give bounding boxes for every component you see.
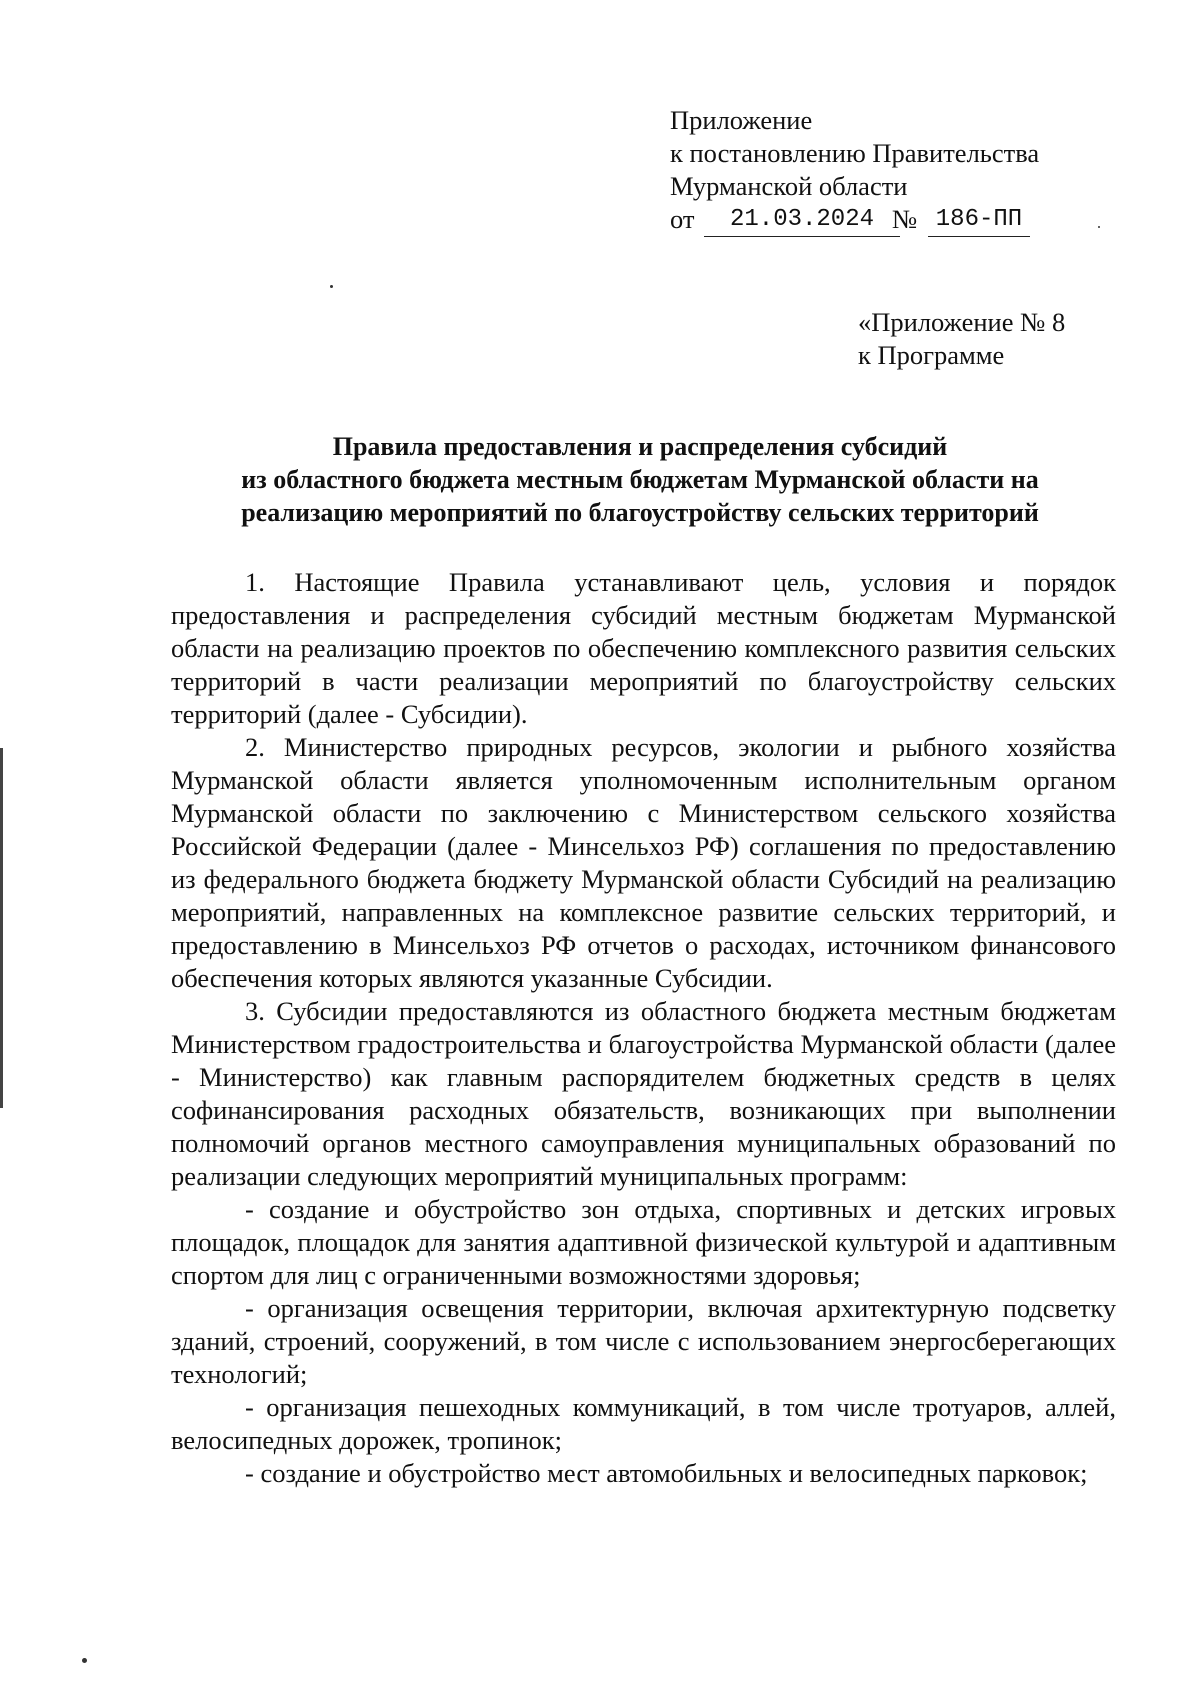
document-body	[171, 566, 1116, 1490]
list-item: - организация освещения территории, включая архитектурную подсветку зданий, строений, сооружений, в том числе с использованием энергосберегающих технологий;	[171, 1293, 1116, 1389]
header-line-2: к постановлению Правительства	[670, 138, 1040, 168]
paragraph-3: 3. Субсидии предоставляются из областного бюджета местным бюджетам Министерством градостроительства и благоустройства Мурманской области (далее - Министерство) как главным распорядителем бюджетных средств в целях софинансирования расходных обязательств, возникающих при выполнении полномочий органов местного самоуправления муниципальных образований по реализации следующих мероприятий муниципальных программ:	[171, 996, 1116, 1191]
header-line-1: Приложение	[670, 105, 813, 135]
header-line-3: Мурманской области	[670, 171, 908, 201]
decree-number: 186-ПП	[928, 203, 1030, 237]
list-item: - создание и обустройство мест автомобильных и велосипедных парковок;	[245, 1458, 1088, 1488]
number-sign: №	[892, 204, 918, 234]
title-line-2: из областного бюджета местным бюджетам Мурманской области на	[241, 465, 1039, 494]
list-item: - организация пешеходных коммуникаций, в том числе тротуаров, аллей, велосипедных дорожек, тропинок;	[171, 1392, 1116, 1455]
from-label: от	[670, 204, 695, 234]
paragraph-1: 1. Настоящие Правила устанавливают цель, условия и порядок предоставления и распределения субсидий местным бюджетам Мурманской области на реализацию проектов по обеспечению комплексного развития сельских территорий в части реализации мероприятий по благоустройству сельских территорий (далее - Субсидии).	[171, 567, 1116, 729]
annex-line-1: «Приложение № 8	[858, 307, 1066, 337]
list-item: - создание и обустройство зон отдыха, спортивных и детских игровых площадок, площадок для занятия адаптивной физической культурой и адаптивным спортом для лиц с ограниченными возможностями здоровья;	[171, 1194, 1116, 1290]
scan-speck	[1098, 226, 1100, 228]
decree-date: 21.03.2024	[704, 203, 900, 237]
annex-reference	[858, 306, 1065, 372]
date-number-line	[670, 203, 1039, 236]
paragraph-2: 2. Министерство природных ресурсов, экологии и рыбного хозяйства Мурманской области является уполномоченным исполнительным органом Мурманской области по заключению с Министерством сельского хозяйства Российской Федерации (далее - Минсельхоз РФ) соглашения по предоставлению из федерального бюджета бюджету Мурманской области Субсидий на реализацию мероприятий, направленных на комплексное развитие сельских территорий, и предоставлению в Минсельхоз РФ отчетов о расходах, источником финансового обеспечения которых являются указанные Субсидии.	[171, 732, 1116, 993]
annex-line-2: к Программе	[858, 340, 1005, 370]
document-title	[160, 430, 1120, 529]
scan-margin-mark	[0, 748, 3, 1108]
title-line-3: реализацию мероприятий по благоустройству сельских территорий	[241, 498, 1039, 527]
title-line-1: Правила предоставления и распределения субсидий	[332, 432, 948, 461]
approval-header	[670, 104, 1039, 236]
scan-speck	[82, 1658, 87, 1663]
scan-speck	[330, 285, 333, 288]
